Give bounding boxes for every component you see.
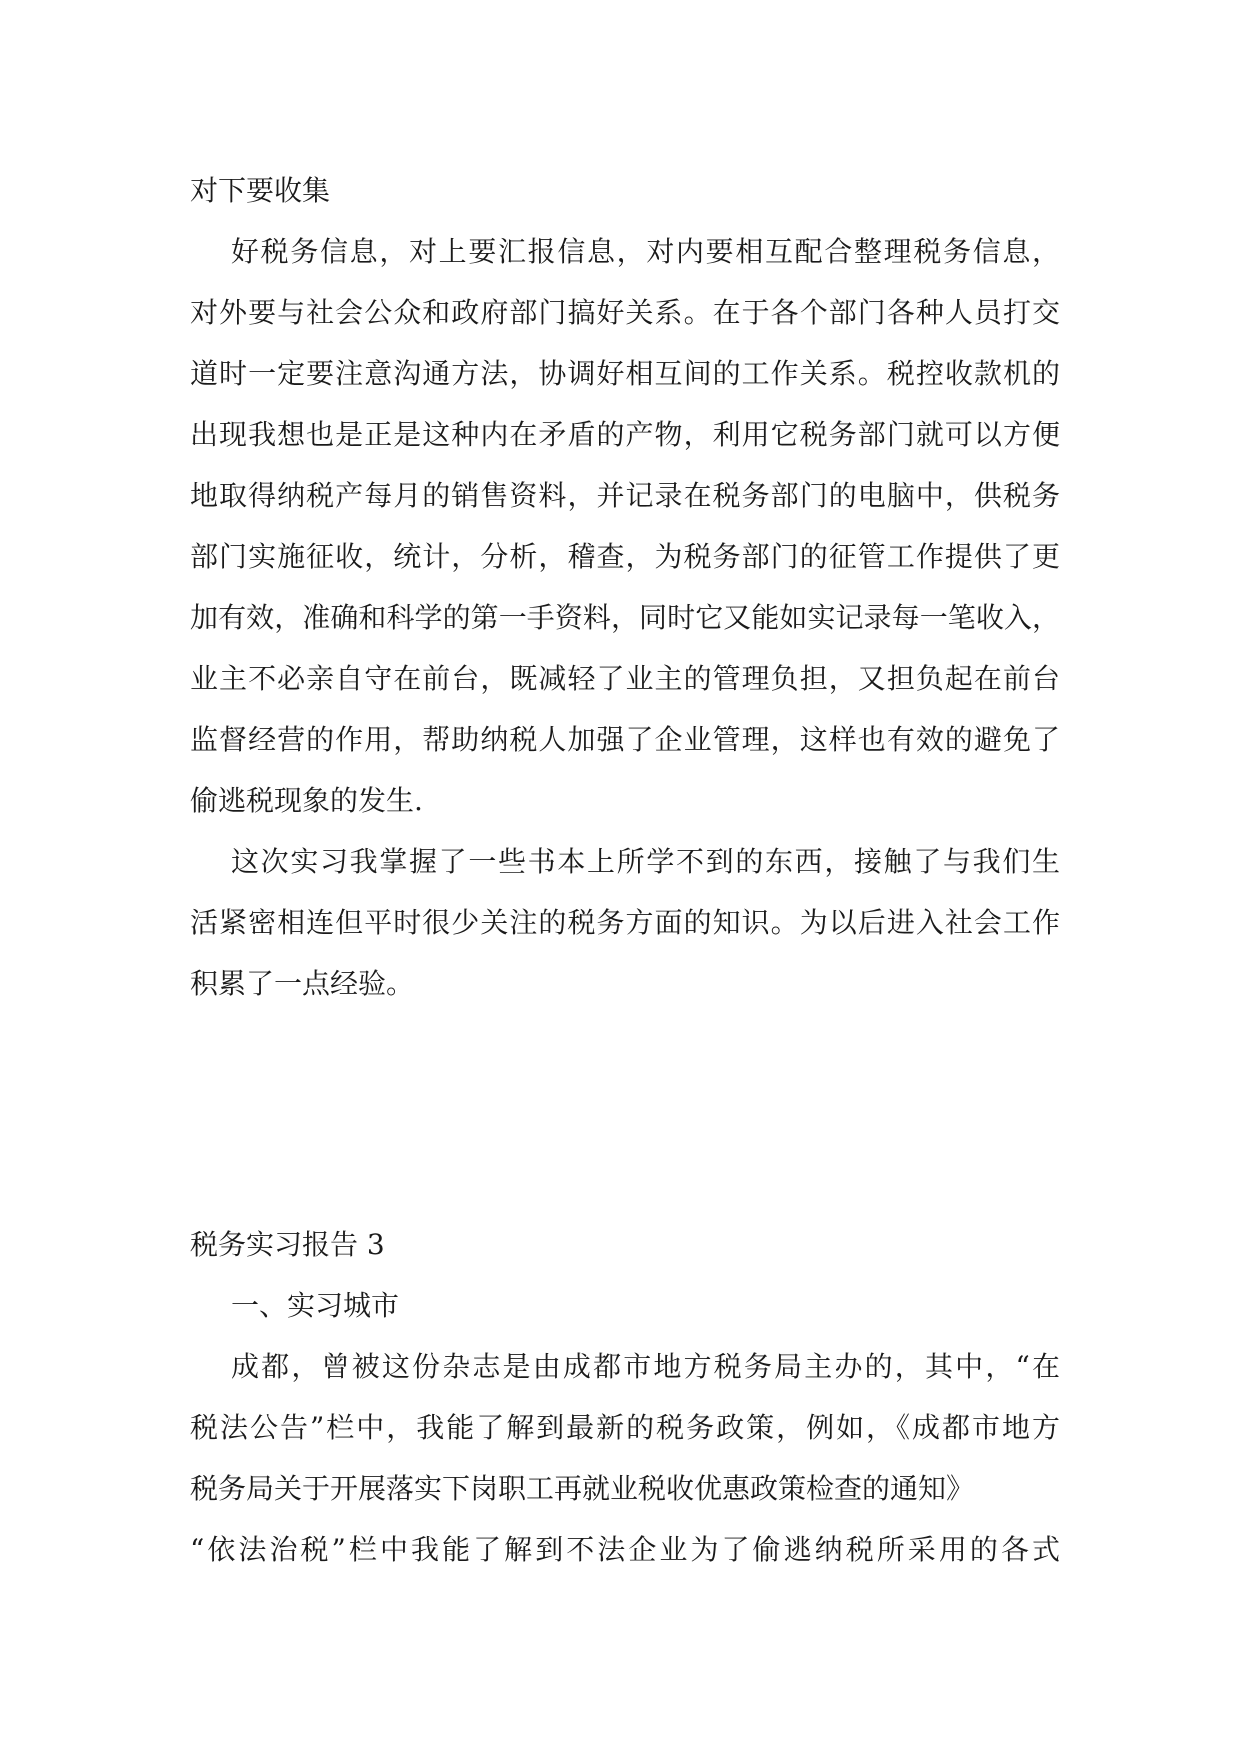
section-spacer [190,1014,1060,1214]
paragraph-line: 活紧密相连但平时很少关注的税务方面的知识。为以后进入社会工作 [190,906,1060,939]
paragraph-internship-summary [190,831,1060,1014]
document-body [190,160,1060,1580]
paragraph-line: 道时一定要注意沟通方法，协调好相互间的工作关系。税控收款机的 [190,357,1060,390]
paragraph-line: 积累了一点经验。 [190,967,415,1000]
paragraph-line: 对外要与社会公众和政府部门搞好关系。在于各个部门各种人员打交 [190,296,1060,329]
paragraph-line: 成都，曾被这份杂志是由成都市地方税务局主办的，其中，“在 [231,1350,1060,1383]
paragraph-chengdu [190,1336,1060,1580]
paragraph-line: 部门实施征收，统计，分析，稽查，为税务部门的征管工作提供了更 [190,540,1060,573]
paragraph-line: 加有效，准确和科学的第一手资料，同时它又能如实记录每一笔收入， [190,601,1060,634]
paragraph-line: 税务局关于开展落实下岗职工再就业税收优惠政策检查的通知》 [190,1472,975,1505]
paragraph-line: “依法治税”栏中我能了解到不法企业为了偷逃纳税所采用的各式 [190,1533,1060,1566]
paragraph-line: 好税务信息，对上要汇报信息，对内要相互配合整理税务信息， [231,235,1060,268]
paragraph-line: 这次实习我掌握了一些书本上所学不到的东西，接触了与我们生 [231,845,1060,878]
section-heading: 一、实习城市 [231,1289,400,1322]
paragraph-line: 偷逃税现象的发生. [190,784,423,817]
report-title: 税务实习报告 3 [190,1228,385,1261]
fragment-heading: 对下要收集 [190,174,331,207]
paragraph-line: 监督经营的作用，帮助纳税人加强了企业管理，这样也有效的避免了 [190,723,1060,756]
paragraph-line: 业主不必亲自守在前台，既减轻了业主的管理负担，又担负起在前台 [190,662,1060,695]
paragraph-line: 税法公告”栏中，我能了解到最新的税务政策，例如，《成都市地方 [190,1411,1060,1444]
paragraph-line: 地取得纳税产每月的销售资料，并记录在税务部门的电脑中，供税务 [190,479,1060,512]
paragraph-tax-info [190,221,1060,831]
paragraph-line: 出现我想也是正是这种内在矛盾的产物，利用它税务部门就可以方便 [190,418,1060,451]
